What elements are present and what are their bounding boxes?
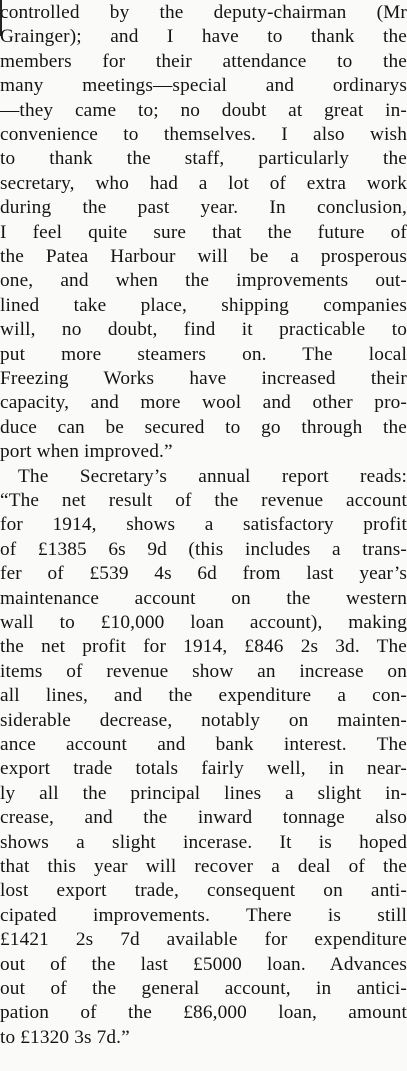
- text-line: —they came to; no doubt at great in-: [0, 99, 407, 121]
- text-line: out of the last £5000 loan. Advances: [0, 953, 407, 975]
- text-line: to £1320 3s 7d.”: [0, 1026, 130, 1048]
- text-line: put more steamers on. The local: [0, 343, 407, 365]
- text-line: convenience to themselves. I also wish: [0, 124, 407, 145]
- text-line: out of the general account, in antici-: [0, 978, 407, 999]
- text-line: shows a slight incerase. It is hoped: [0, 831, 407, 853]
- text-line: capacity, and more wool and other pro-: [0, 392, 407, 414]
- text-line: duce can be secured to go through the: [0, 416, 407, 438]
- text-line: during the past year. In conclusion,: [0, 197, 407, 219]
- text-line: Freezing Works have increased their: [0, 368, 407, 389]
- text-line: port when improved.”: [0, 441, 173, 463]
- text-line: many meetings—special and ordinarys: [0, 75, 407, 97]
- text-line: pation of the £86,000 loan, amount: [0, 1002, 407, 1024]
- text-line: all lines, and the expenditure a con-: [0, 685, 407, 707]
- text-line: crease, and the inward tonnage also: [0, 807, 407, 829]
- text-line: for 1914, shows a satisfactory profit: [0, 514, 407, 536]
- text-line: one, and when the improvements out-: [0, 270, 407, 292]
- text-line: I feel quite sure that the future of: [0, 221, 407, 243]
- text-line: fer of £539 4s 6d from last year’s: [0, 563, 407, 585]
- text-line: lined take place, shipping companies: [0, 294, 407, 316]
- text-line: cipated improvements. There is still: [0, 904, 407, 926]
- text-line: ly all the principal lines a slight in-: [0, 782, 407, 804]
- text-line: items of revenue show an increase on: [0, 660, 407, 682]
- text-line: ance account and bank interest. The: [0, 734, 407, 755]
- text-line: secretary, who had a lot of extra work: [0, 172, 407, 194]
- text-line: Grainger); and I have to thank the: [0, 26, 407, 48]
- text-line: siderable decrease, notably on mainten-: [0, 709, 407, 731]
- text-line: to thank the staff, particularly the: [0, 148, 407, 170]
- text-line: that this year will recover a deal of the: [0, 856, 407, 877]
- text-line: of £1385 6s 9d (this includes a trans-: [0, 538, 407, 560]
- text-line: wall to £10,000 loan account), making: [0, 612, 407, 633]
- text-line: the Patea Harbour will be a prosperous: [0, 246, 407, 267]
- text-line: export trade totals fairly well, in near-: [0, 758, 407, 780]
- text-line: members for their attendance to the: [0, 50, 407, 72]
- text-line: will, no doubt, find it practicable to: [0, 319, 407, 341]
- text-line: the net profit for 1914, £846 2s 3d. The: [0, 636, 407, 658]
- text-line: £1421 2s 7d available for expenditure: [0, 929, 407, 951]
- text-line: The Secretary’s annual report reads:: [18, 465, 407, 487]
- text-line: lost export trade, consequent on anti-: [0, 880, 407, 902]
- text-line: maintenance account on the western: [0, 587, 407, 609]
- text-line: controlled by the deputy-chairman (Mr: [0, 2, 407, 23]
- text-line: “The net result of the revenue account: [0, 490, 407, 511]
